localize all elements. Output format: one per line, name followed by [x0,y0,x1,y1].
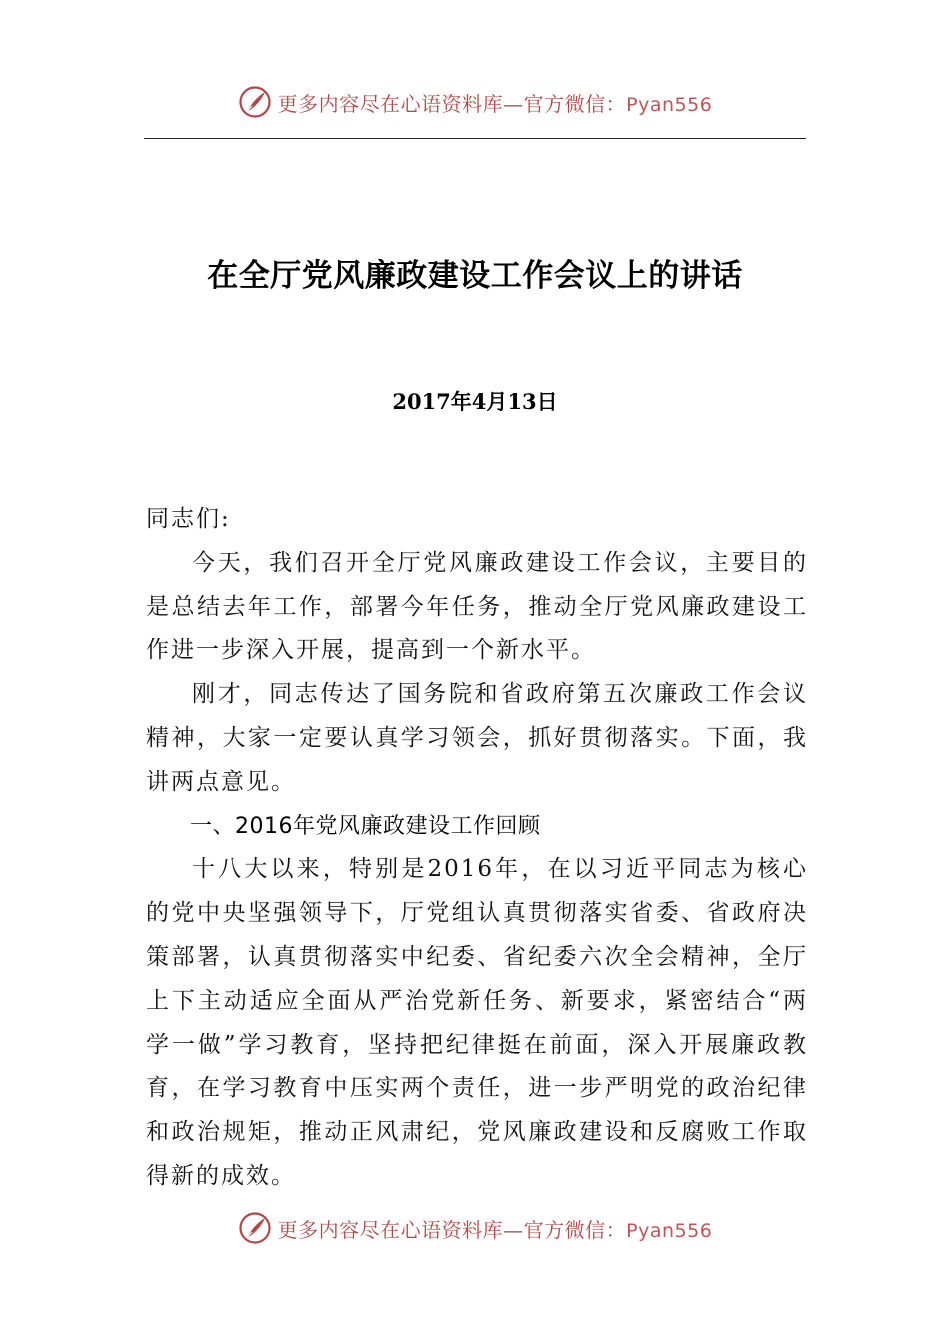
header-divider [144,138,806,139]
watermark-text [278,88,713,117]
section-heading: 一、2016年党风廉政建设工作回顾 [190,813,541,839]
watermark-channel-text: 官方微信： [523,1217,627,1242]
quill-logo-icon [238,85,272,119]
document-date: 2017年4月13日 [392,389,558,414]
watermark-id-text: Pyan556 [626,93,713,116]
document-title: 在全厅党风廉政建设工作会议上的讲话 [207,258,743,294]
watermark-separator: — [503,91,524,116]
paragraph: 十八大以来，特别是2016年，在以习近平同志为核心的党中央坚强领导下，厅党组认真贯彻落实省委、省政府决策部署，认真贯彻落实中纪委、省纪委六次全会精神，全厅上下主动适应全面从严治党新任务、新要求，紧密结合“两学一做”学习教育，坚持把纪律挺在前面，深入开展廉政教育，在学习教育中压实两个责任，进一步严明党的政治纪律和政治规矩，推动正风肃纪，党风廉政建设和反腐败工作取得新的成效。 [146,856,808,1189]
watermark-separator: — [503,1217,524,1242]
watermark-text [278,1214,713,1243]
paragraph: 今天，我们召开全厅党风廉政建设工作会议，主要目的是总结去年工作，部署今年任务，推动全厅党风廉政建设工作进一步深入开展，提高到一个新水平。 [146,549,808,664]
header-watermark [0,82,950,122]
watermark-cn-text: 更多内容尽在心语资料库 [277,91,504,116]
salutation: 同志们: [146,506,231,532]
quill-logo-icon [238,1211,272,1245]
watermark-id-text: Pyan556 [626,1219,713,1242]
paragraph: 刚才，同志传达了国务院和省政府第五次廉政工作会议精神，大家一定要认真学习领会，抓好贯彻落实。下面，我讲两点意见。 [146,681,808,795]
footer-watermark [0,1208,950,1248]
watermark-cn-text: 更多内容尽在心语资料库 [277,1217,504,1242]
watermark-channel-text: 官方微信： [523,91,627,116]
document-body [146,498,808,1199]
